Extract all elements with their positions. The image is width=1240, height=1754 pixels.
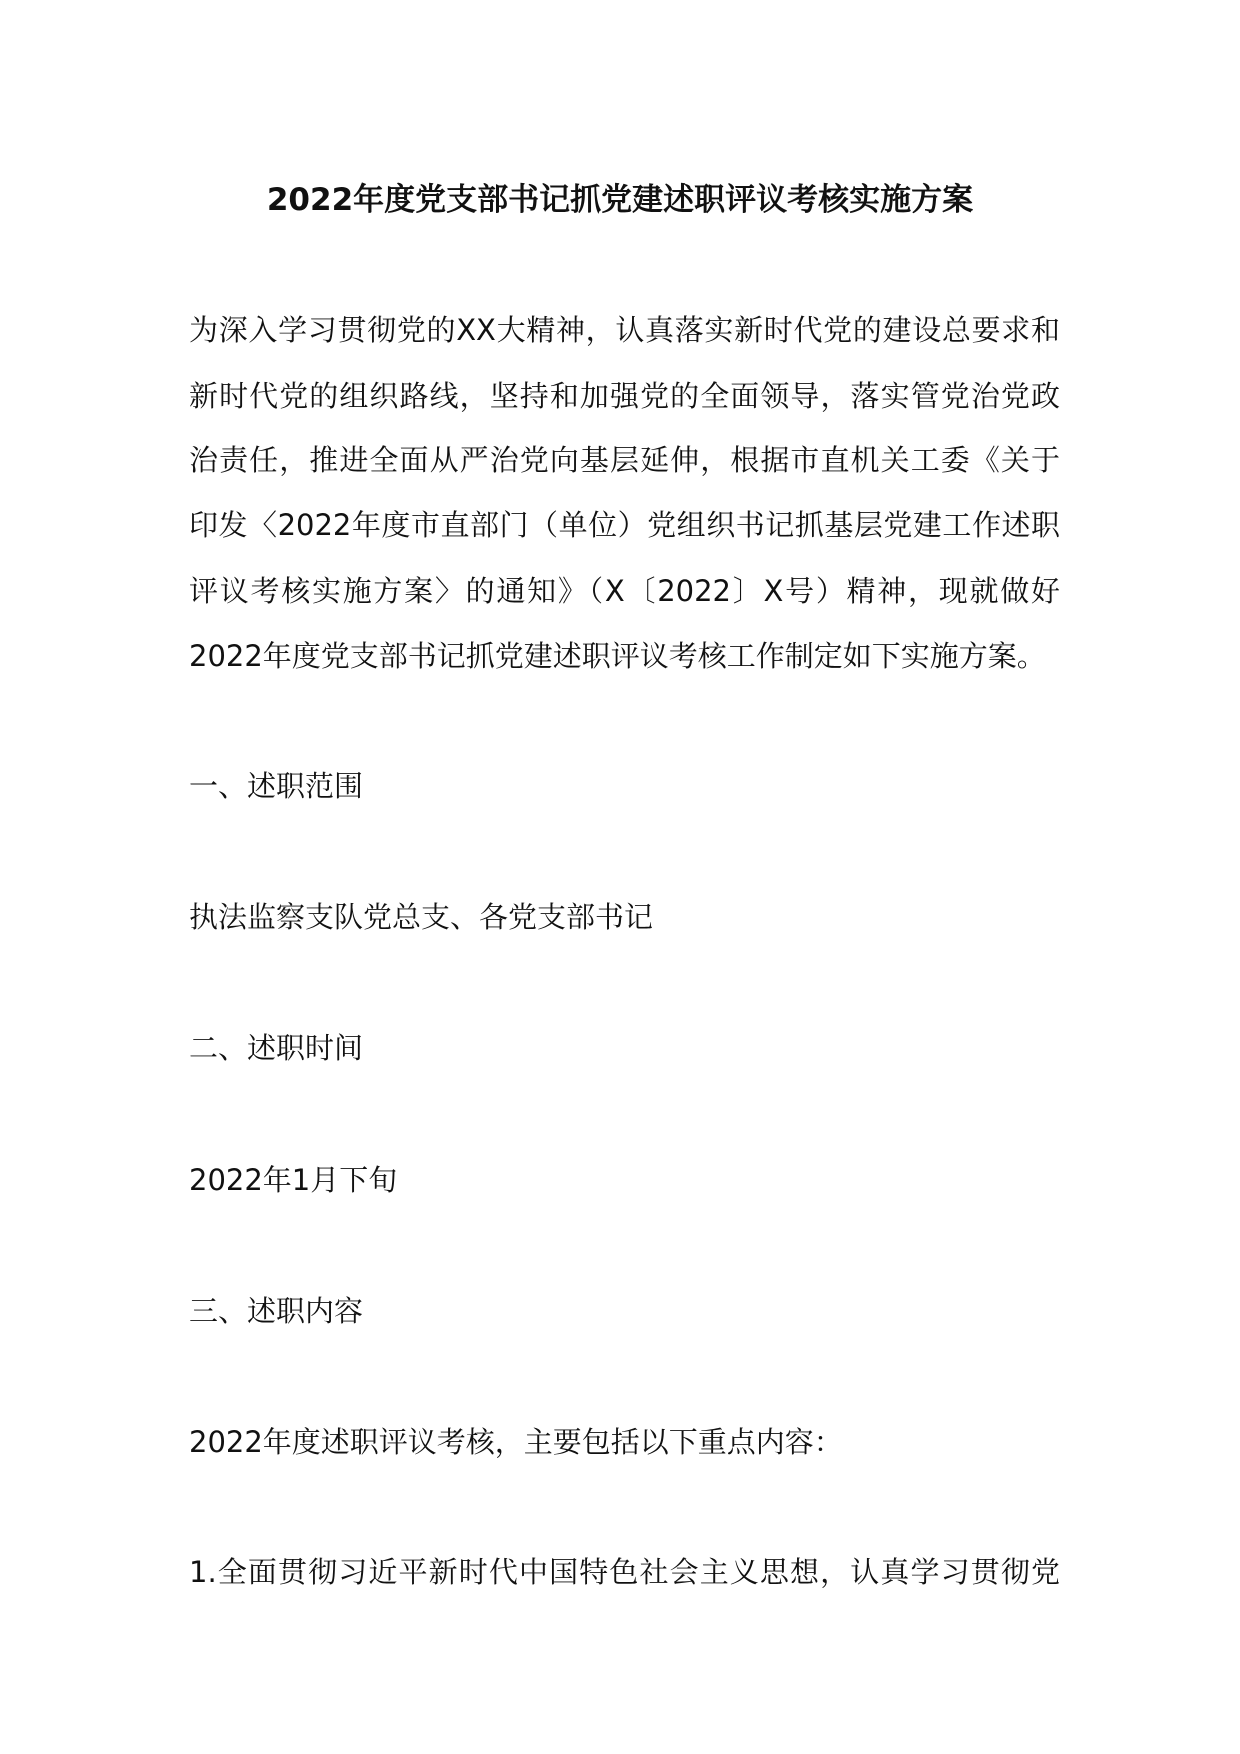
section-heading: 二、述职时间	[189, 1031, 364, 1065]
intro-line: 新时代党的组织路线，坚持和加强党的全面领导，落实管党治党政	[189, 379, 1060, 413]
list-item: 1.全面贯彻习近平新时代中国特色社会主义思想，认真学习贯彻党	[189, 1555, 1060, 1589]
document-title: 2022年度党支部书记抓党建述职评议考核实施方案	[266, 182, 974, 218]
intro-line: 印发〈2022年度市直部门（单位）党组织书记抓基层党建工作述职	[189, 508, 1060, 542]
intro-line: 为深入学习贯彻党的XX大精神，认真落实新时代党的建设总要求和	[189, 313, 1060, 347]
section-body: 2022年度述职评议考核，主要包括以下重点内容：	[189, 1425, 843, 1459]
section-body: 2022年1月下旬	[189, 1163, 398, 1197]
intro-line: 评议考核实施方案〉的通知》（X〔2022〕X号）精神，现就做好	[189, 574, 1060, 608]
section-body: 执法监察支队党总支、各党支部书记	[189, 900, 654, 934]
section-heading: 一、述职范围	[189, 769, 364, 803]
intro-line: 2022年度党支部书记抓党建述职评议考核工作制定如下实施方案。	[189, 639, 1046, 673]
intro-line: 治责任，推进全面从严治党向基层延伸，根据市直机关工委《关于	[189, 443, 1060, 477]
section-heading: 三、述职内容	[189, 1294, 364, 1328]
